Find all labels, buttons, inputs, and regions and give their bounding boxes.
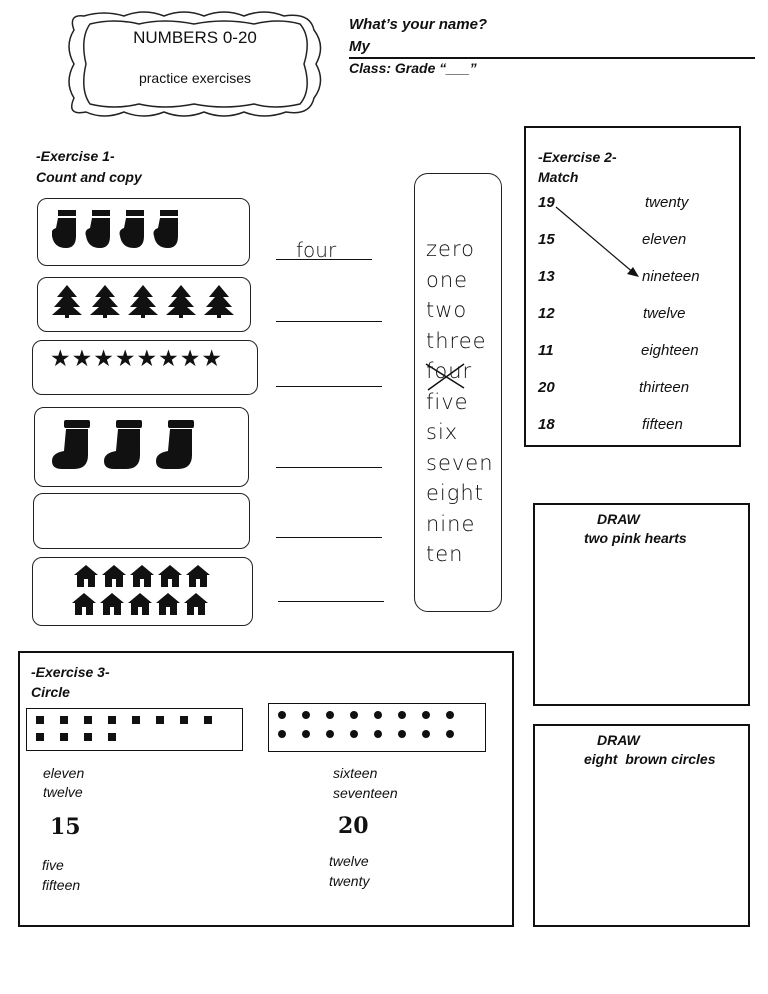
scalloped-frame-icon	[64, 8, 326, 120]
circle-option[interactable]: twelve	[329, 853, 369, 869]
stockings-group	[50, 420, 200, 477]
exercise3-instruction: Circle	[31, 684, 70, 700]
dot-icon	[278, 710, 468, 742]
answer-line-3[interactable]	[276, 386, 382, 387]
exercise1-title: -Exercise 1-	[36, 148, 115, 164]
match-word[interactable]: twelve	[643, 305, 686, 322]
stocking-icon	[50, 420, 200, 472]
match-number[interactable]: 13	[538, 268, 555, 285]
match-word[interactable]: thirteen	[639, 379, 690, 396]
circle-option[interactable]: seventeen	[333, 785, 398, 801]
match-number[interactable]: 20	[538, 379, 555, 396]
star-icon: ★★★★★★★★	[50, 346, 223, 372]
square-icon	[36, 716, 226, 746]
word-bank-list	[426, 234, 494, 570]
draw2-title: DRAW	[597, 732, 640, 748]
cross-out-icon	[424, 360, 468, 392]
word-bank-item: seven	[426, 450, 494, 475]
tree-icon	[52, 285, 238, 319]
word-bank-item: two	[426, 298, 468, 322]
match-number[interactable]: 12	[538, 305, 555, 322]
houses-group	[72, 563, 212, 624]
stars-group	[50, 346, 223, 372]
answer-line-1[interactable]	[276, 259, 372, 260]
mitten-icon	[52, 210, 187, 250]
circle-option[interactable]: twenty	[329, 873, 370, 889]
mittens-group	[52, 210, 187, 255]
draw1-text: two pink hearts	[584, 530, 687, 546]
answer-line-6[interactable]	[278, 601, 384, 602]
circle-number: 15	[50, 814, 81, 840]
match-arrow-icon	[553, 204, 643, 280]
circle-option[interactable]: fifteen	[42, 877, 81, 893]
match-word[interactable]: fifteen	[642, 416, 683, 433]
match-number[interactable]: 15	[538, 231, 555, 248]
answer-line-4[interactable]	[276, 467, 382, 468]
answer-line-2[interactable]	[276, 321, 382, 322]
match-word[interactable]: eleven	[642, 231, 687, 248]
circle-option[interactable]: sixteen	[333, 765, 378, 781]
word-bank-item: one	[426, 267, 469, 292]
draw2-text: eight brown circles	[584, 751, 716, 767]
match-word[interactable]: nineteen	[642, 268, 700, 285]
name-input-line[interactable]	[349, 57, 755, 59]
word-bank-item: nine	[426, 511, 476, 536]
word-bank-item: six	[426, 420, 459, 444]
count-box-empty	[33, 493, 250, 549]
draw1-title: DRAW	[597, 511, 640, 527]
answer-first: four	[296, 238, 337, 262]
match-number[interactable]: 11	[538, 342, 554, 359]
title-frame	[64, 8, 326, 120]
match-number[interactable]: 18	[538, 416, 555, 433]
house-icon	[72, 563, 212, 619]
exercise2-instruction: Match	[538, 169, 579, 185]
name-label: My	[349, 38, 370, 55]
exercise1-instruction: Count and copy	[36, 169, 142, 185]
worksheet-subtitle: practice exercises	[138, 70, 252, 86]
circle-option[interactable]: eleven	[43, 765, 85, 781]
match-word[interactable]: twenty	[645, 194, 689, 211]
answer-line-5[interactable]	[276, 537, 382, 538]
word-bank-item: three	[426, 328, 487, 353]
circle-option[interactable]: five	[42, 857, 64, 873]
class-label: Class: Grade “___”	[349, 60, 477, 76]
exercise2-title: -Exercise 2-	[538, 149, 617, 165]
trees-group	[52, 285, 238, 324]
exercise3-box	[18, 651, 514, 927]
circle-number: 20	[338, 813, 369, 839]
match-number[interactable]: 19	[538, 194, 555, 211]
word-bank-item: eight	[426, 481, 484, 505]
word-bank-item: five	[426, 389, 469, 414]
name-prompt: What’s your name?	[349, 16, 488, 33]
match-word[interactable]: eighteen	[641, 342, 699, 359]
word-bank-item: ten	[426, 542, 464, 566]
word-bank-item-crossed: four	[426, 359, 473, 383]
circle-option[interactable]: twelve	[43, 784, 83, 800]
word-bank-item: zero	[426, 237, 475, 261]
exercise3-title: -Exercise 3-	[31, 664, 110, 680]
worksheet-title: NUMBERS 0-20	[133, 28, 257, 47]
